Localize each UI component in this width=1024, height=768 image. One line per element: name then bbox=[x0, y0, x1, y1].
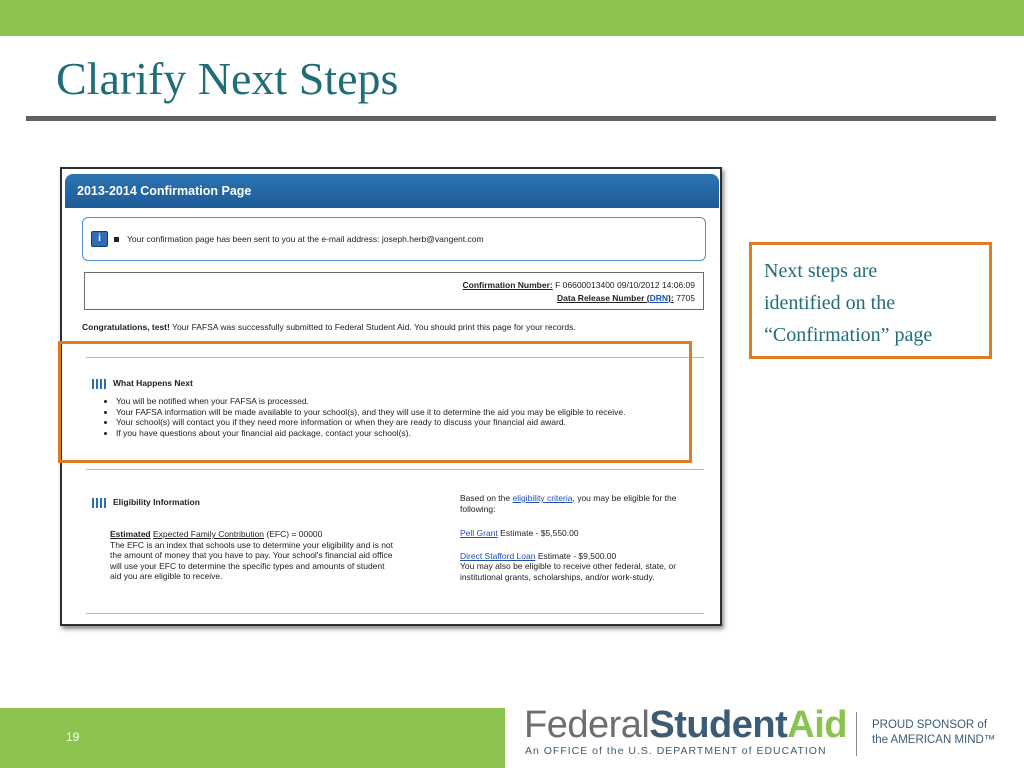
stafford-loan-link[interactable]: Direct Stafford Loan bbox=[460, 550, 536, 561]
efc-estimated-label: Estimated bbox=[110, 529, 151, 539]
top-accent-bar bbox=[0, 0, 1024, 36]
congrats-bold: Congratulations, test! bbox=[82, 322, 170, 332]
stafford-loan-estimate: Estimate - $9,500.00 bbox=[535, 550, 617, 561]
drn-link[interactable]: DRN bbox=[649, 293, 669, 303]
bullet-square bbox=[114, 237, 119, 242]
confirmation-number-box bbox=[84, 272, 704, 310]
fsa-logo: FederalStudentAid bbox=[524, 704, 847, 746]
callout-line: identified on the bbox=[764, 292, 896, 314]
divider-bottom bbox=[86, 613, 704, 614]
what-happens-next-highlight bbox=[58, 341, 692, 463]
confirmation-page-header: 2013-2014 Confirmation Page bbox=[65, 174, 719, 208]
logo-divider bbox=[856, 712, 857, 756]
efc-label[interactable]: Expected Family Contribution bbox=[153, 529, 265, 539]
eligibility-intro-end: , you may be eligible for the following: bbox=[460, 493, 677, 514]
eligibility-heading: Eligibility Information bbox=[92, 497, 200, 508]
callout-line: “Confirmation” page bbox=[764, 324, 933, 346]
eligible-aid-section bbox=[460, 493, 710, 582]
slide-title: Clarify Next Steps bbox=[56, 53, 399, 104]
page-number: 19 bbox=[66, 730, 80, 744]
pell-grant-link[interactable]: Pell Grant bbox=[460, 528, 498, 538]
confirmation-number-label: Confirmation Number: bbox=[462, 280, 553, 290]
other-aid-text: You may also be eligible to receive other federal, state, or institutional grants, scholarships, and/or work-study. bbox=[460, 561, 677, 582]
divider-middle bbox=[86, 469, 704, 470]
drn-label-before: Data Release Number ( bbox=[557, 293, 650, 303]
info-icon: i bbox=[91, 231, 108, 247]
notice-text: Your confirmation page has been sent to you at the e-mail address: joseph.herb@vangent.com bbox=[127, 234, 484, 244]
fsa-logo-tagline: An OFFICE of the U.S. DEPARTMENT of EDUCATION bbox=[525, 745, 827, 757]
list-item: • If you have questions about your financial aid package, contact your school(s). bbox=[116, 428, 706, 439]
sponsor-text: PROUD SPONSOR of the AMERICAN MIND™ bbox=[872, 719, 996, 746]
eligibility-intro: Based on the bbox=[460, 493, 513, 503]
list-item: • Your school(s) will contact you if they need more information or when they are ready to discuss your financial aid award. bbox=[116, 417, 706, 428]
congratulations-message bbox=[82, 322, 576, 332]
confirmation-number-value: F 06600013400 09/10/2012 14:06:09 bbox=[555, 280, 695, 290]
eligibility-criteria-link[interactable]: eligibility criteria bbox=[512, 493, 573, 503]
callout-box bbox=[749, 242, 992, 359]
section-list-icon bbox=[92, 498, 107, 508]
efc-value: (EFC) = 00000 bbox=[264, 529, 323, 539]
drn-value: 7705 bbox=[676, 293, 695, 303]
pell-grant-estimate: Estimate - $5,550.00 bbox=[497, 528, 579, 538]
list-item: • You will be notified when your FAFSA is processed. bbox=[116, 396, 706, 407]
callout-line: Next steps are bbox=[764, 260, 878, 282]
what-happens-next-heading: What Happens Next bbox=[92, 378, 193, 389]
title-divider bbox=[26, 116, 996, 121]
list-item: • Your FAFSA information will be made available to your school(s), and they will use it to determine the aid you may be eligible to receive. bbox=[116, 407, 706, 418]
efc-section bbox=[110, 529, 396, 582]
drn-label-after: ): bbox=[668, 293, 674, 303]
email-notice bbox=[82, 217, 706, 261]
congrats-text: Your FAFSA was successfully submitted to Federal Student Aid. You should print this page for your records. bbox=[169, 322, 576, 332]
efc-description: The EFC is an index that schools use to determine your eligibility and is not the amount of money that you have to pay. Your school's financial aid office will use your EFC to determine the specific types and amounts of student aid you are eligible to receive. bbox=[110, 539, 394, 581]
